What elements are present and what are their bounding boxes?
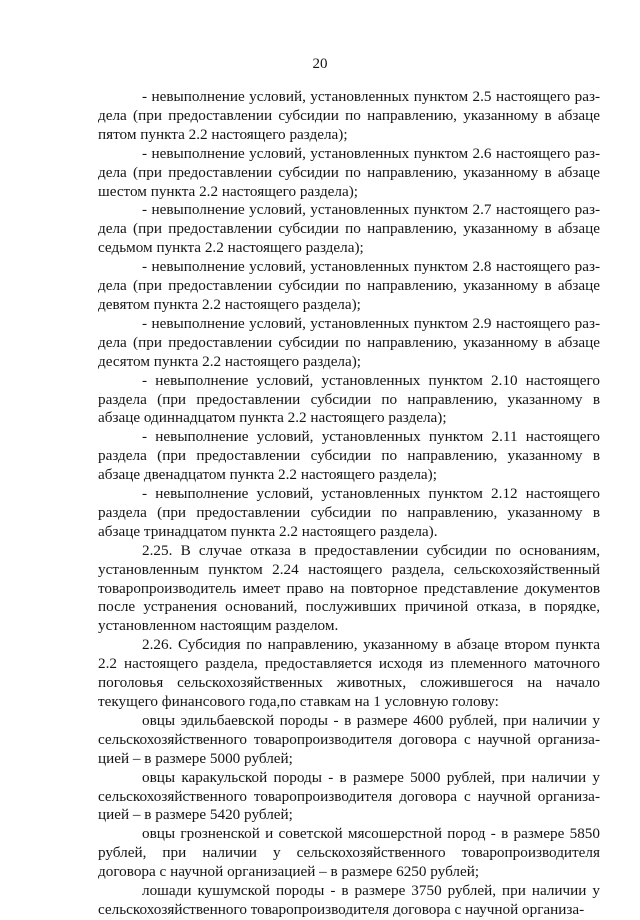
- rate-item-grozny-soviet-sheep: овцы грозненской и советской мясошерстной пород - в размере 5850 рублей, при наличии у сельскохозяйственного товаропроизводителя договора с научной организацией – в размере 6250 рублей;: [98, 825, 600, 881]
- paragraph-condition-2-6: - невыполнение условий, установленных пунктом 2.6 настоящего раздела (при предоставлении субсидии по направлению, указанному в абзаце шестом пункта 2.2 настоящего раздела);: [98, 144, 600, 200]
- paragraph-condition-2-9: - невыполнение условий, установленных пунктом 2.9 настоящего раздела (при предоставлении субсидии по направлению, указанному в абзаце десятом пункта 2.2 настоящего раздела);: [98, 314, 600, 370]
- paragraph-condition-2-8: - невыполнение условий, установленных пунктом 2.8 настоящего раздела (при предоставлении субсидии по направлению, указанному в абзаце девятом пункта 2.2 настоящего раздела);: [98, 258, 600, 313]
- paragraph-2-26: 2.26. Субсидия по направлению, указанному в абзаце втором пункта 2.2 настоящего раздела, предоставляется исходя из племенного маточного поголовья сельскохозяйственных животных, сложившегося на начало текущего финансового года,по ставкам на 1 условную голову:: [98, 636, 600, 710]
- paragraph-2-25: 2.25. В случае отказа в предоставлении субсидии по основаниям, установленным пунктом 2.24 настоящего раздела, сельскохозяйственный товаропроизводитель имеет право на повторное представление документов после устранения оснований, послуживших причиной отказа, в порядке, установленном настоящим разделом.: [98, 541, 600, 635]
- document-body: [98, 88, 600, 920]
- rate-item-kushum-horses: лошади кушумской породы - в размере 3750 рублей, при наличии у сельскохозяйственного товаропроизводителя договора с научной организа-: [98, 882, 600, 918]
- paragraph-condition-2-10: - невыполнение условий, установленных пунктом 2.10 настоящего раздела (при предоставлении субсидии по направлению, указанному в абзаце одиннадцатом пункта 2.2 настоящего раздела);: [98, 371, 600, 427]
- paragraph-condition-2-11: - невыполнение условий, установленных пунктом 2.11 настоящего раздела (при предоставлении субсидии по направлению, указанному в абзаце двенадцатом пункта 2.2 настоящего раздела);: [98, 428, 600, 484]
- paragraph-condition-2-12: - невыполнение условий, установленных пунктом 2.12 настоящего раздела (при предоставлении субсидии по направлению, указанному в абзаце тринадцатом пункта 2.2 настоящего раздела).: [98, 485, 600, 540]
- page-number: 20: [312, 56, 328, 72]
- rate-item-karakul-sheep: овцы каракульской породы - в размере 5000 рублей, при наличии у сельскохозяйственного товаропроизводителя договора с научной организацией – в размере 5420 рублей;: [98, 768, 600, 824]
- paragraph-condition-2-7: - невыполнение условий, установленных пунктом 2.7 настоящего раздела (при предоставлении субсидии по направлению, указанному в абзаце седьмом пункта 2.2 настоящего раздела);: [98, 201, 600, 257]
- rate-item-edilbaev-sheep: овцы эдильбаевской породы - в размере 4600 рублей, при наличии у сельскохозяйственного товаропроизводителя договора с научной организацией – в размере 5000 рублей;: [98, 711, 600, 767]
- paragraph-condition-2-5: - невыполнение условий, установленных пунктом 2.5 настоящего раздела (при предоставлении субсидии по направлению, указанному в абзаце пятом пункта 2.2 настоящего раздела);: [98, 88, 600, 143]
